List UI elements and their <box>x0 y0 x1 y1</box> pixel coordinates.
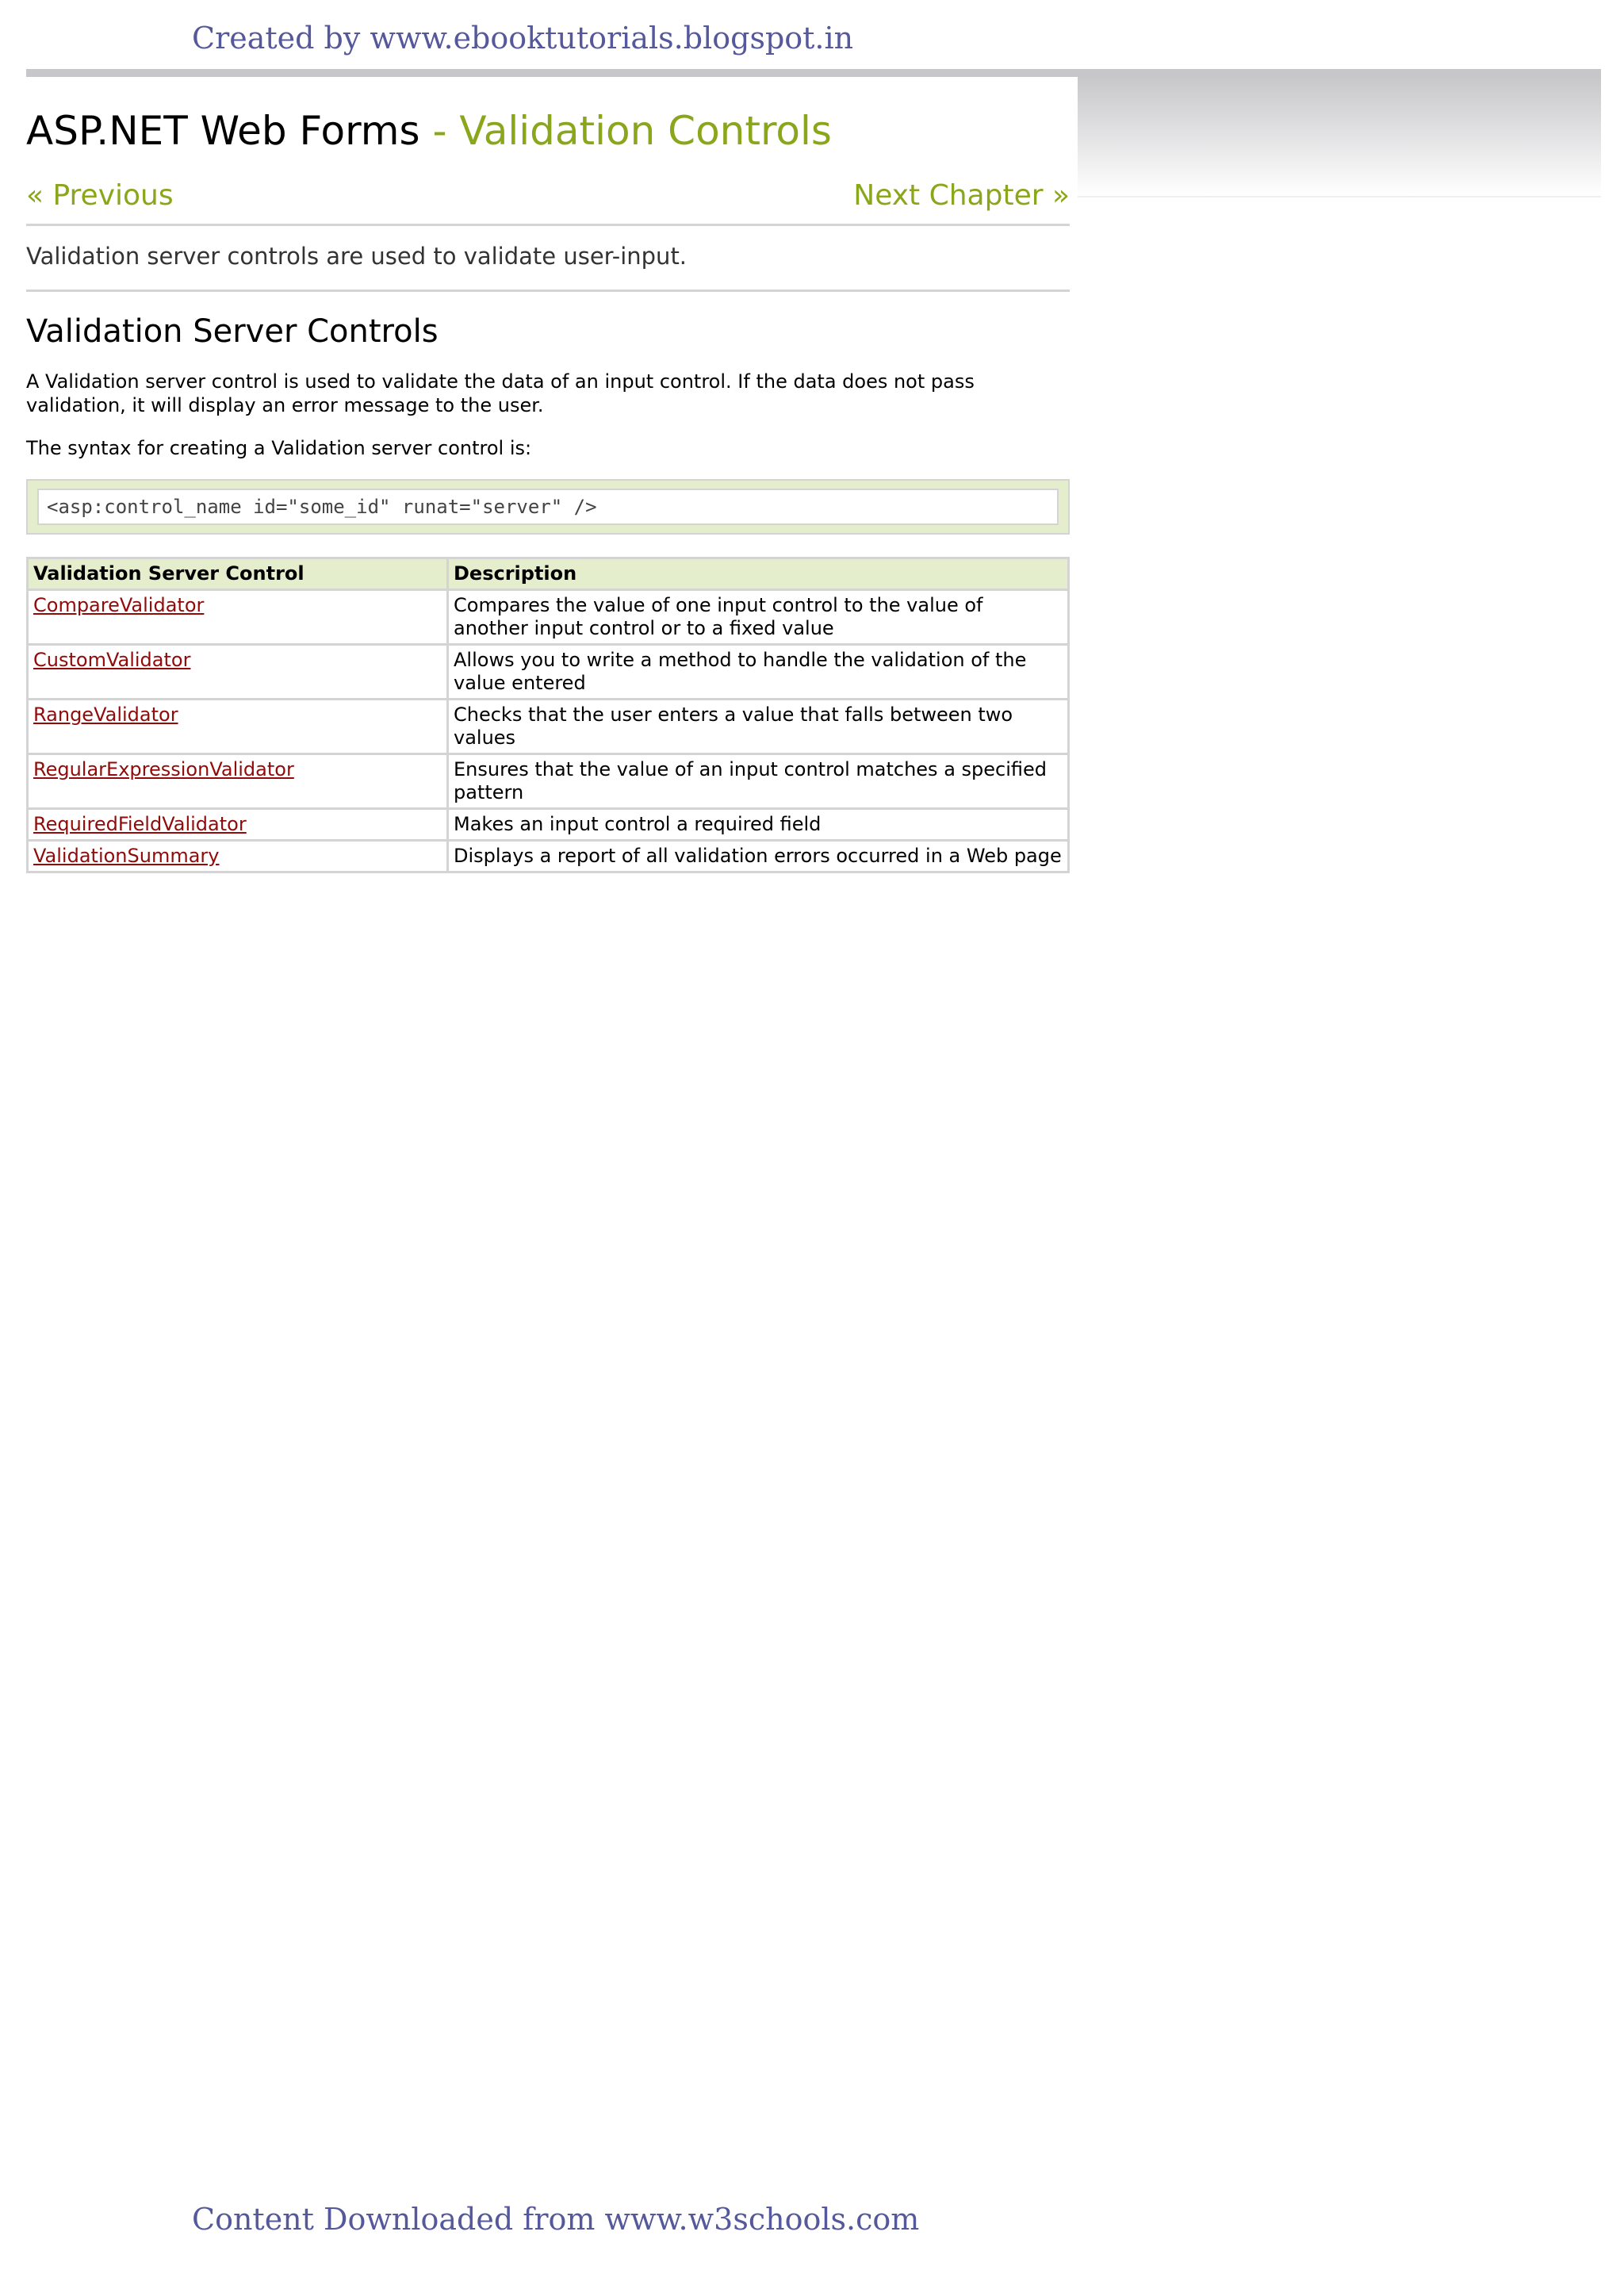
table-cell-control <box>28 754 448 809</box>
previous-link[interactable]: « Previous <box>26 179 174 212</box>
compare-validator-link[interactable]: CompareValidator <box>33 594 205 616</box>
table-cell-description: Checks that the user enters a value that falls between two values <box>448 700 1069 754</box>
code-example: <asp:control_name id="some_id" runat="server" /> <box>37 489 1059 525</box>
table-cell-description: Makes an input control a required field <box>448 809 1069 841</box>
table-cell-description: Displays a report of all validation errors occurred in a Web page <box>448 841 1069 872</box>
page-title <box>26 103 1070 165</box>
table-cell-control <box>28 809 448 841</box>
section-heading: Validation Server Controls <box>26 313 439 350</box>
range-validator-link[interactable]: RangeValidator <box>33 704 178 726</box>
table-row <box>28 754 1069 809</box>
main-content <box>26 103 1070 873</box>
table-cell-control <box>28 645 448 700</box>
table-row <box>28 700 1069 754</box>
table-cell-description: Ensures that the value of an input control matches a specified pattern <box>448 754 1069 809</box>
chapter-nav <box>26 176 1070 226</box>
table-cell-control <box>28 700 448 754</box>
table-row <box>28 809 1069 841</box>
table-row <box>28 645 1069 700</box>
section-paragraph-1: A Validation server control is used to validate the data of an input control. If the data does not pass validation, it will display an error message to the user. <box>26 370 975 416</box>
table-cell-description: Compares the value of one input control to the value of another input control or to a fixed value <box>448 590 1069 645</box>
watermark-top: Created by www.ebooktutorials.blogspot.in <box>192 21 854 56</box>
page-title-accent: - Validation Controls <box>419 108 832 154</box>
table-header-row <box>28 558 1069 590</box>
validation-controls-table <box>26 557 1070 873</box>
section-paragraph-2: The syntax for creating a Validation server control is: <box>26 437 532 459</box>
regular-expression-validator-link[interactable]: RegularExpressionValidator <box>33 758 294 780</box>
next-chapter-link[interactable]: Next Chapter » <box>853 179 1070 212</box>
table-cell-description: Allows you to write a method to handle the validation of the value entered <box>448 645 1069 700</box>
required-field-validator-link[interactable]: RequiredFieldValidator <box>33 813 247 835</box>
watermark-bottom: Content Downloaded from www.w3schools.com <box>192 2202 920 2237</box>
intro-text: Validation server controls are used to validate user-input. <box>26 226 1070 292</box>
header-topline <box>26 69 1601 77</box>
code-example-box <box>26 479 1070 535</box>
table-cell-control <box>28 841 448 872</box>
table-row <box>28 590 1069 645</box>
page-title-main: ASP.NET Web Forms <box>26 108 420 154</box>
table-header-control: Validation Server Control <box>28 558 448 590</box>
table-header-description: Description <box>448 558 1069 590</box>
table-cell-control <box>28 590 448 645</box>
custom-validator-link[interactable]: CustomValidator <box>33 649 191 671</box>
table-row <box>28 841 1069 872</box>
validation-summary-link[interactable]: ValidationSummary <box>33 845 220 867</box>
